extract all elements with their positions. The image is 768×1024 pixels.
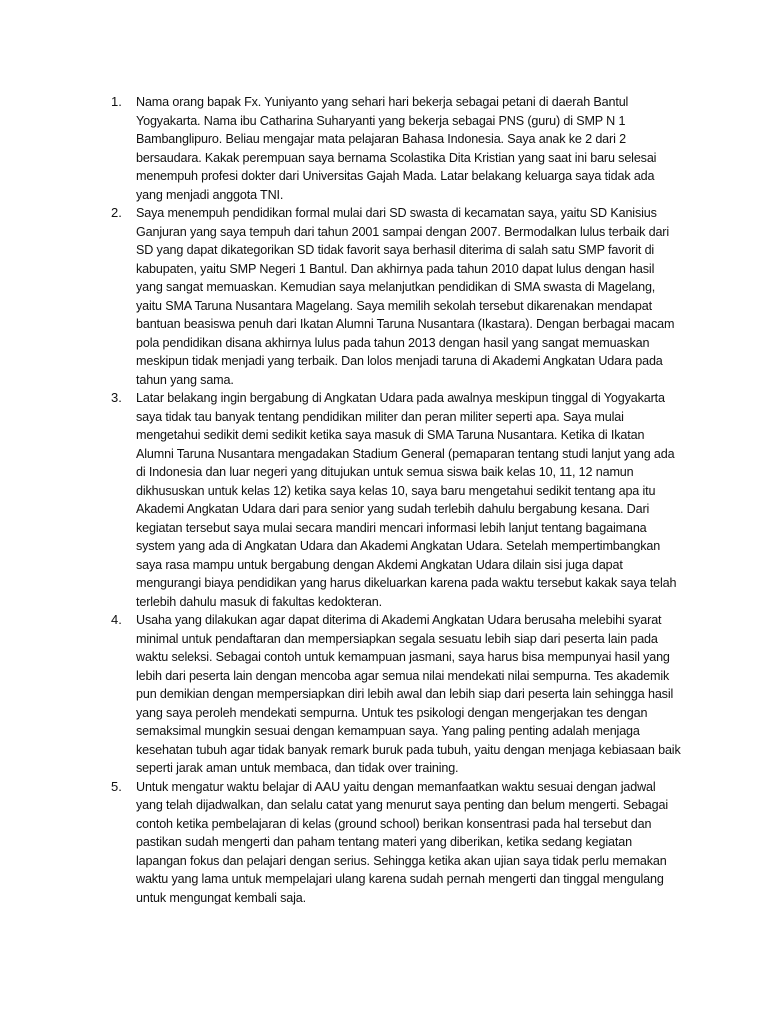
list-item-number: 2. — [111, 205, 122, 220]
list-item-number: 3. — [111, 390, 122, 405]
list-item — [103, 204, 683, 389]
list-item-number: 4. — [111, 612, 122, 627]
list-item-text: Untuk mengatur waktu belajar di AAU yaitu dengan memanfaatkan waktu sesuai dengan jadwal yang telah dijadwalkan, dan selalu catat yang menurut saya penting dan belum mengerti. Sebagai contoh ketika pembelajaran di kelas (ground school) berikan konsentrasi pada hal tersebut dan pastikan sudah mengerti dan paham tentang materi yang diberikan, ketika sedang kegiatan lapangan fokus dan pelajari dengan serius. Sehingga ketika akan ujian saya tidak perlu memakan waktu yang lama untuk mempelajari ulang karena sudah pernah mengerti dan tinggal mengulang untuk mengungat kembali saja. — [136, 779, 668, 905]
numbered-list — [103, 93, 683, 907]
list-item-number: 5. — [111, 778, 122, 794]
list-item — [103, 389, 683, 611]
list-item-number: 1. — [111, 94, 122, 109]
list-item — [103, 611, 683, 778]
list-item-text: Usaha yang dilakukan agar dapat diterima di Akademi Angkatan Udara berusaha melebihi syarat minimal untuk pendaftaran dan mempersiapkan segala sesuatu lebih siap dari peserta lain pada waktu seleksi. Sebagai contoh untuk kemampuan jasmani, saya harus bisa mempunyai hasil yang lebih dari peserta lain dengan mencoba agar semua nilai mendekati nilai sempurna. Tes akademik pun demikian dengan mempersiapkan diri lebih awal dan lebih siap dari peserta lain sehingga hasil yang saya peroleh mendekati sempurna. Untuk tes psikologi dengan mengerjakan tes dengan semaksimal mungkin sesuai dengan kemampuan saya. Yang paling penting adalah menjaga kesehatan tubuh agar tidak banyak remark buruk pada tubuh, yaitu dengan menjaga kebiasaan baik seperti jarak aman untuk membaca, dan tidak over training. — [136, 613, 681, 775]
list-item — [103, 93, 683, 204]
list-item-text: Nama orang bapak Fx. Yuniyanto yang sehari hari bekerja sebagai petani di daerah Bantul Yogyakarta. Nama ibu Catharina Suharyanti yang bekerja sebagai PNS (guru) di SMP N 1 Bambanglipuro. Beliau mengajar mata pelajaran Bahasa Indonesia. Saya anak ke 2 dari 2 bersaudara. Kakak perempuan saya bernama Scolastika Dita Kristian yang saat ini baru selesai menempuh profesi dokter dari Universitas Gajah Mada. Latar belakang keluarga saya tidak ada yang menjadi anggota TNI. — [136, 95, 657, 202]
list-item-text: Saya menempuh pendidikan formal mulai dari SD swasta di kecamatan saya, yaitu SD Kanisius Ganjuran yang saya tempuh dari tahun 2001 sampai dengan 2007. Bermodalkan lulus terbaik dari SD yang dapat dikategorikan SD tidak favorit saya berhasil diterima di salah satu SMP favorit di kabupaten, yaitu SMP Negeri 1 Bantul. Dan akhirnya pada tahun 2010 dapat lulus dengan hasil yang sangat memuaskan. Kemudian saya melanjutkan pendidikan di SMA swasta di Magelang, yaitu SMA Taruna Nusantara Magelang. Saya memilih sekolah tersebut dikarenakan mendapat bantuan beasiswa penuh dari Ikatan Alumni Taruna Nusantara (Ikastara). Dengan berbagai macam pola pendidikan disana akhirnya lulus pada tahun 2013 dengan hasil yang sangat memuaskan meskipun tidak menjadi yang terbaik. Dan lolos menjadi taruna di Akademi Angkatan Udara pada tahun yang sama. — [136, 206, 675, 387]
list-item-text: Latar belakang ingin bergabung di Angkatan Udara pada awalnya meskipun tinggal di Yogyakarta saya tidak tau banyak tentang pendidikan militer dan peran militer seperti apa. Saya mulai mengetahui sedikit demi sedikit ketika saya masuk di SMA Taruna Nusantara. Ketika di Ikatan Alumni Taruna Nusantara mengadakan Stadium General (pemaparan tentang studi lanjut yang ada di Indonesia dan luar negeri yang ditujukan untuk semua siswa baik kelas 10, 11, 12 namun dikhususkan untuk kelas 12) ketika saya kelas 10, saya baru mengetahui sedikit tentang apa itu Akademi Angkatan Udara dari para senior yang sudah terlebih dahulu bergabung kesana. Dari kegiatan tersebut saya mulai secara mandiri mencari informasi lebih lanjut tentang bagaimana system yang ada di Angkatan Udara dan Akademi Angkatan Udara. Setelah mempertimbangkan saya rasa mampu untuk bergabung dengan Akdemi Angkatan Udara dilain sisi juga dapat mengurangi biaya pendidikan yang harus dikeluarkan karena pada waktu tersebut kakak saya telah terlebih dahulu masuk di fakultas kedokteran. — [136, 391, 677, 609]
list-item — [103, 778, 683, 908]
